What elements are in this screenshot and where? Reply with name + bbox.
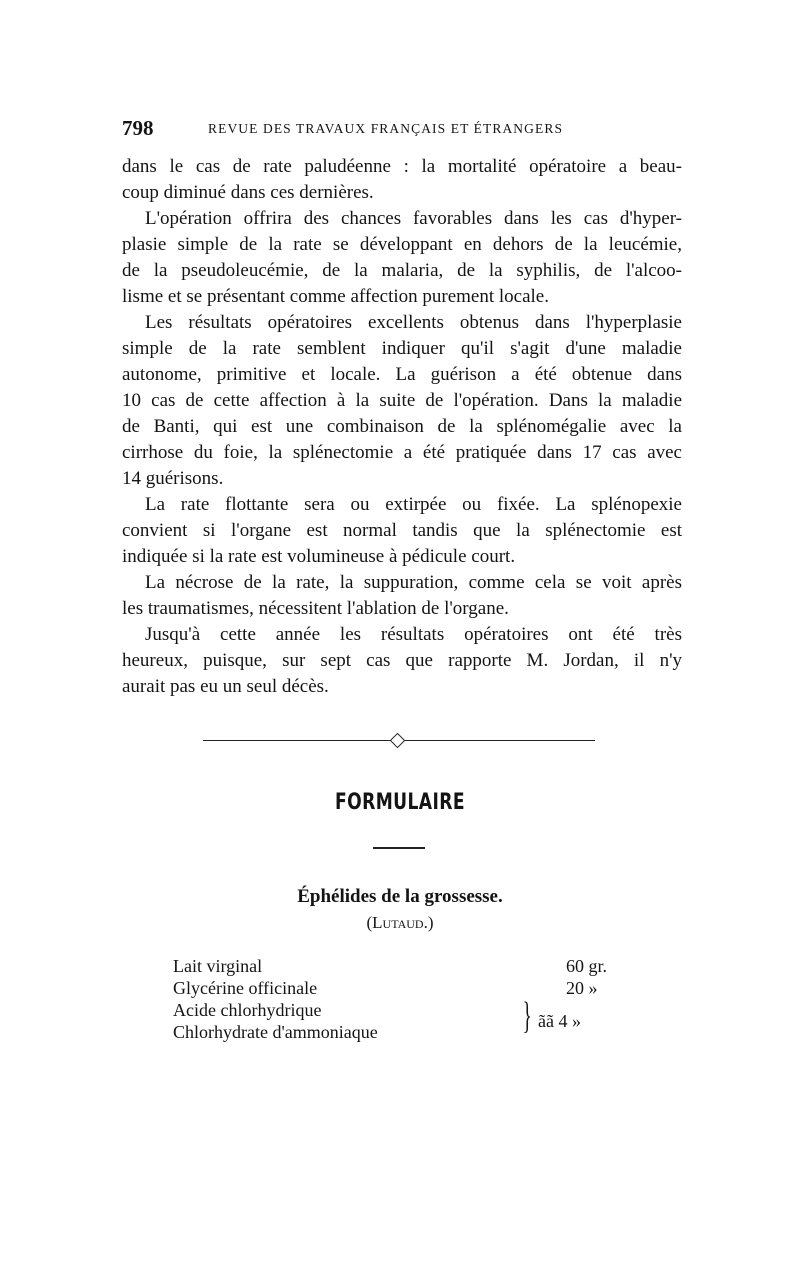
- body-line: Jusqu'à cette année les résultats opératoires ont été très: [145, 624, 682, 645]
- body-line: heureux, puisque, sur sept cas que rapporte M. Jordan, il n'y: [122, 650, 682, 671]
- page-number: 798: [122, 116, 154, 140]
- divider-ornament-icon: [390, 733, 406, 749]
- body-line: L'opération offrira des chances favorables dans les cas d'hyper-: [145, 208, 682, 229]
- body-line: simple de la rate semblent indiquer qu'il s'agit d'une maladie: [122, 338, 682, 359]
- body-line: coup diminué dans ces dernières.: [122, 182, 374, 203]
- section-title: FORMULAIRE: [335, 790, 465, 815]
- ingredient-quantity: 60 gr.: [566, 956, 608, 976]
- body-line: convient si l'organe est normal tandis que la splénectomie est: [122, 520, 682, 541]
- ingredient-row: [173, 977, 503, 999]
- ingredient-row: [173, 955, 503, 977]
- ingredient-row: [173, 1021, 503, 1043]
- body-line: 14 guérisons.: [122, 468, 224, 489]
- body-line: La nécrose de la rate, la suppuration, comme cela se voit après: [145, 572, 682, 593]
- journal-title: REVUE DES TRAVAUX FRANÇAIS ET ÉTRANGERS: [208, 121, 564, 136]
- body-line: indiquée si la rate est volumineuse à pédicule court.: [122, 546, 516, 567]
- body-line: de Banti, qui est une combinaison de la splénomégalie avec la: [122, 416, 682, 437]
- body-line: Les résultats opératoires excellents obtenus dans l'hyperplasie: [145, 312, 682, 333]
- ingredient-name: Glycérine officinale: [173, 978, 318, 998]
- body-line: autonome, primitive et locale. La guérison a été obtenue dans: [122, 364, 682, 385]
- body-line: aurait pas eu un seul décès.: [122, 676, 329, 697]
- running-head: [122, 116, 682, 140]
- body-line: 10 cas de cette affection à la suite de l'opération. Dans la maladie: [122, 390, 682, 411]
- body-line: les traumatismes, nécessitent l'ablation de l'organe.: [122, 598, 509, 619]
- body-line: plasie simple de la rate se développant en dehors de la leucémie,: [122, 234, 682, 255]
- title-rule: [373, 847, 425, 849]
- ingredient-name: Lait virginal: [173, 956, 263, 976]
- body-line: de la pseudoleucémie, de la malaria, de la syphilis, de l'alcoo-: [122, 260, 682, 281]
- ingredient-name: Acide chlorhydrique: [173, 1000, 322, 1020]
- brace-icon: }: [522, 995, 532, 1037]
- body-line: cirrhose du foie, la splénectomie a été pratiquée dans 17 cas avec: [122, 442, 682, 463]
- body-line: lisme et se présentant comme affection purement locale.: [122, 286, 549, 307]
- recipe-title: Éphélides de la grossesse.: [297, 886, 503, 907]
- recipe-author: (Lutaud.): [366, 913, 434, 932]
- ingredient-quantity: 20 »: [566, 978, 598, 998]
- ingredient-name: Chlorhydrate d'ammoniaque: [173, 1022, 378, 1042]
- shared-quantity: ãã 4 »: [538, 1011, 581, 1031]
- ingredient-row: [173, 999, 503, 1021]
- body-line: dans le cas de rate paludéenne : la mortalité opératoire a beau-: [122, 156, 682, 177]
- body-line: La rate flottante sera ou extirpée ou fixée. La splénopexie: [145, 494, 682, 515]
